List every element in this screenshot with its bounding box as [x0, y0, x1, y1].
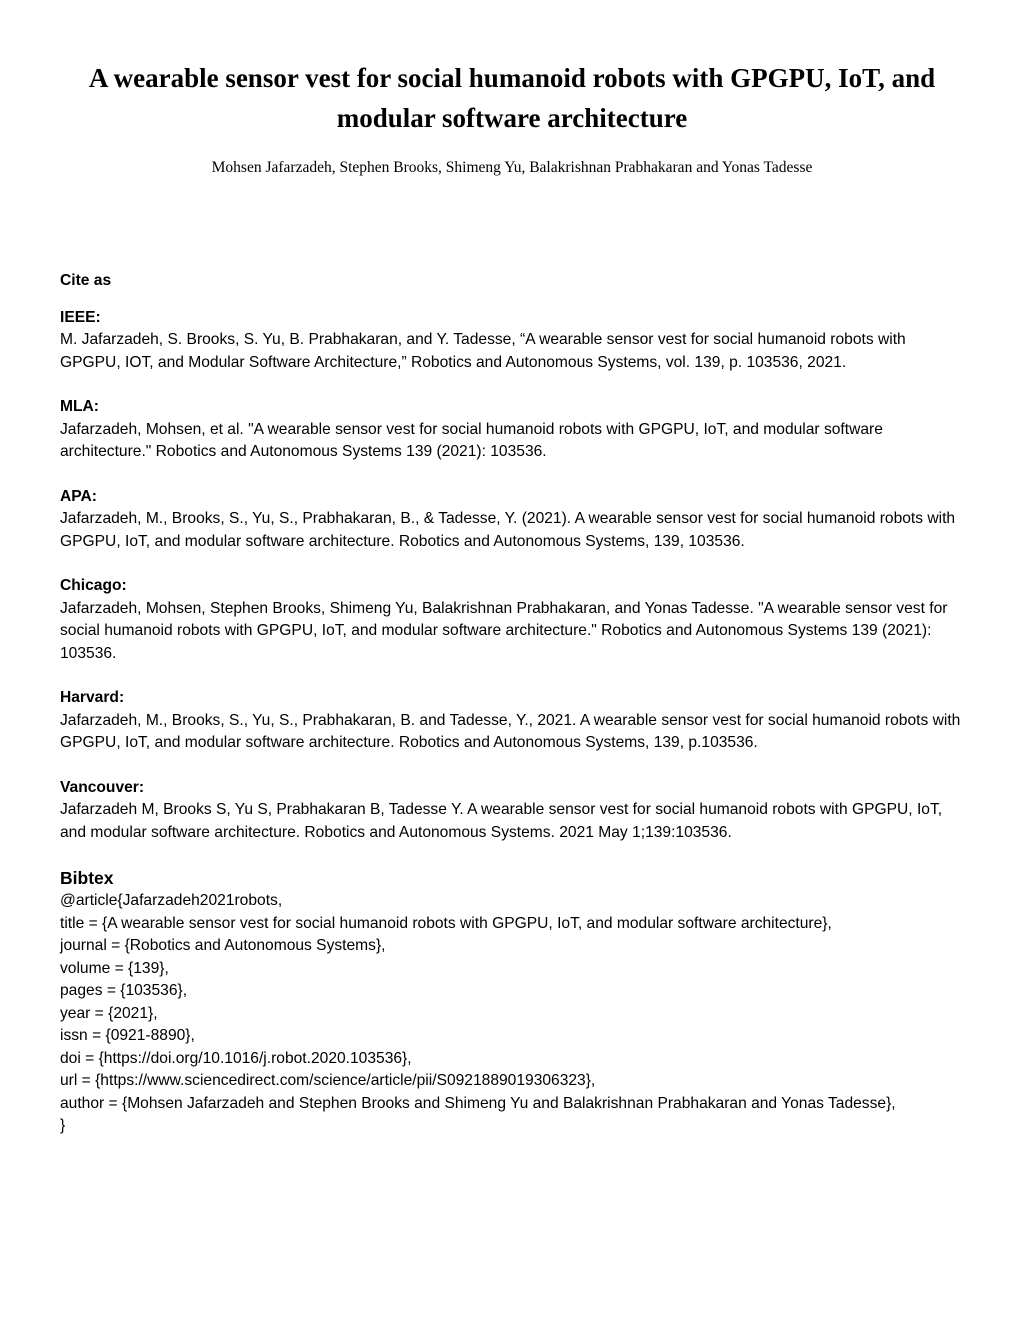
citation-style-label: MLA: — [60, 398, 99, 415]
author-list: Mohsen Jafarzadeh, Stephen Brooks, Shimeng Yu, Balakrishnan Prabhakaran and Yonas Tadesse — [211, 159, 813, 176]
citation-style-label: Harvard: — [60, 689, 125, 706]
citation-text: Jafarzadeh M, Brooks S, Yu S, Prabhakaran B, Tadesse Y. A wearable sensor vest for social humanoid robots with GPGPU, IoT, and modular software architecture. Robotics and Autonomous Systems. 2021 May 1;139:103536. — [60, 801, 943, 841]
bibtex-line: issn = {0921-8890}, — [60, 1027, 195, 1044]
paper-title: A wearable sensor vest for social humanoid robots with GPGPU, IoT, and modular software architecture — [88, 63, 936, 133]
citation-style-label: APA: — [60, 487, 97, 505]
bibtex-line: year = {2021}, — [60, 1004, 158, 1022]
citation-section — [60, 270, 970, 1138]
citation-style-label: Vancouver: — [60, 778, 145, 796]
citation-apa — [60, 486, 970, 554]
bibtex-line: journal = {Robotics and Autonomous Systems}, — [60, 937, 386, 954]
bibtex-heading: Bibtex — [60, 868, 114, 888]
citation-text: M. Jafarzadeh, S. Brooks, S. Yu, B. Prabhakaran, and Y. Tadesse, “A wearable sensor vest for social humanoid robots with GPGPU, IOT, and Modular Software Architecture,” Robotics and Autonomous Systems, vol. 139, p. 103536, 2021. — [60, 331, 906, 371]
bibtex-line: volume = {139}, — [60, 959, 169, 977]
citation-text: Jafarzadeh, Mohsen, Stephen Brooks, Shimeng Yu, Balakrishnan Prabhakaran, and Yonas Tadesse. "A wearable sensor vest for social humanoid robots with GPGPU, IoT, and modular software architecture." Robotics and Autonomous Systems 139 (2021): 103536. — [60, 599, 948, 662]
bibtex-line: url = {https://www.sciencedirect.com/science/article/pii/S0921889019306323}, — [60, 1072, 596, 1089]
citation-vancouver — [60, 777, 970, 845]
citation-ieee — [60, 307, 970, 375]
citation-chicago — [60, 575, 970, 665]
bibtex-line: title = {A wearable sensor vest for social humanoid robots with GPGPU, IoT, and modular software architecture}, — [60, 914, 832, 932]
bibtex-line: pages = {103536}, — [60, 982, 188, 999]
citation-text: Jafarzadeh, M., Brooks, S., Yu, S., Prabhakaran, B. and Tadesse, Y., 2021. A wearable sensor vest for social humanoid robots with GPGPU, IoT, and modular software architecture. Robotics and Autonomous Systems, 139, p.103536. — [60, 711, 961, 751]
bibtex-entry — [60, 890, 970, 1138]
bibtex-line: author = {Mohsen Jafarzadeh and Stephen Brooks and Shimeng Yu and Balakrishnan Prabhakaran and Yonas Tadesse}, — [60, 1094, 896, 1112]
citation-style-label: IEEE: — [60, 308, 101, 326]
citation-mla — [60, 396, 970, 464]
citation-text: Jafarzadeh, Mohsen, et al. "A wearable sensor vest for social humanoid robots with GPGPU, IoT, and modular software architecture." Robotics and Autonomous Systems 139 (2021): 103536. — [60, 420, 883, 460]
cite-as-heading: Cite as — [60, 272, 112, 289]
bibtex-line: } — [60, 1117, 66, 1134]
bibtex-line: @article{Jafarzadeh2021robots, — [60, 892, 283, 909]
bibtex-line: doi = {https://doi.org/10.1016/j.robot.2020.103536}, — [60, 1049, 412, 1067]
citation-text: Jafarzadeh, M., Brooks, S., Yu, S., Prabhakaran, B., & Tadesse, Y. (2021). A wearable sensor vest for social humanoid robots with GPGPU, IoT, and modular software architecture. Robotics and Autonomous Systems, 139, 103536. — [60, 510, 956, 550]
citation-style-label: Chicago: — [60, 577, 127, 594]
citation-harvard — [60, 687, 970, 755]
